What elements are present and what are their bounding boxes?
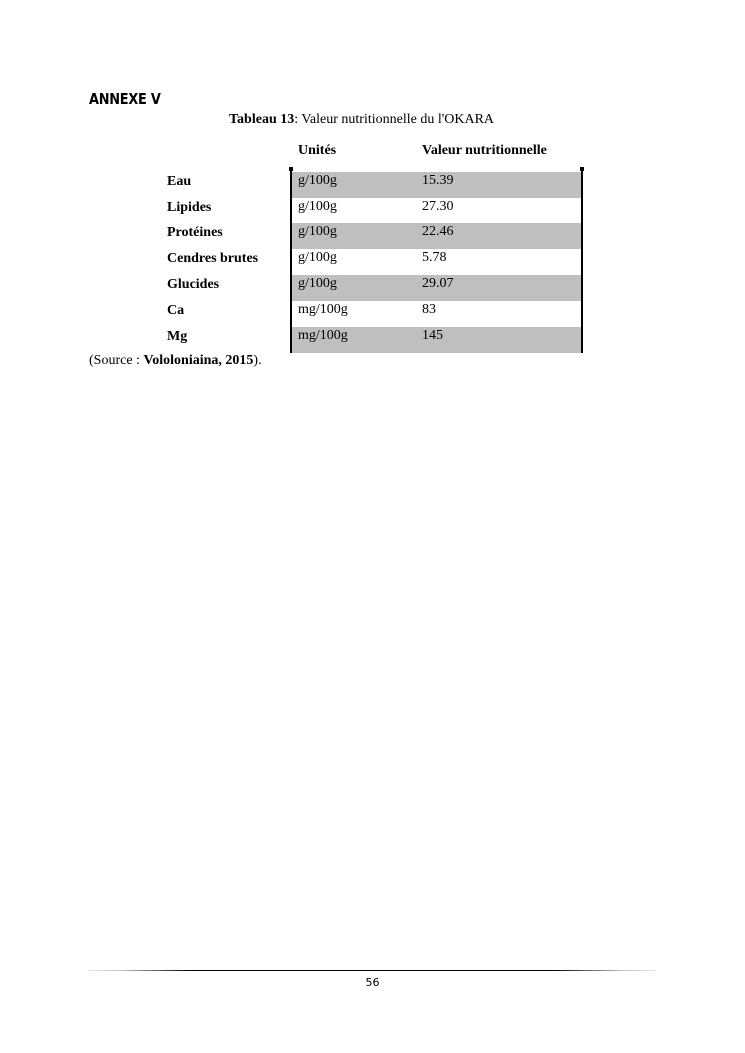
row-name: Lipides — [167, 200, 212, 215]
row-unit: g/100g — [298, 173, 337, 188]
table-caption — [229, 112, 494, 128]
footer-divider — [89, 970, 655, 971]
table-frame — [290, 170, 583, 353]
column-header-units: Unités — [298, 143, 337, 158]
column-header-value: Valeur nutritionnelle — [422, 143, 547, 158]
row-value: 15.39 — [422, 173, 454, 188]
row-unit: g/100g — [298, 250, 337, 265]
row-unit: mg/100g — [298, 302, 348, 317]
row-value: 29.07 — [422, 276, 454, 291]
caption-label: Tableau 13 — [229, 112, 295, 127]
source-prefix: (Source : — [89, 353, 144, 368]
source-suffix: ). — [253, 353, 262, 368]
row-value: 5.78 — [422, 250, 447, 265]
source-author: Vololoniaina, 2015 — [143, 353, 254, 368]
row-name: Cendres brutes — [167, 251, 259, 266]
row-value: 145 — [422, 328, 443, 343]
row-name: Eau — [167, 174, 192, 189]
source-citation — [89, 353, 262, 369]
row-value: 83 — [422, 302, 436, 317]
row-unit: g/100g — [298, 224, 337, 239]
row-name: Mg — [167, 329, 188, 344]
frame-corner-marker — [580, 167, 584, 171]
row-unit: mg/100g — [298, 328, 348, 343]
annex-title: ANNEXE V — [89, 90, 161, 108]
row-name: Ca — [167, 303, 185, 318]
page-number: 56 — [365, 976, 380, 989]
frame-corner-marker — [289, 167, 293, 171]
row-value: 22.46 — [422, 224, 454, 239]
row-unit: g/100g — [298, 276, 337, 291]
caption-text: : Valeur nutritionnelle du l'OKARA — [294, 112, 495, 127]
row-name: Protéines — [167, 225, 223, 240]
row-name: Glucides — [167, 277, 220, 292]
row-unit: g/100g — [298, 199, 337, 214]
row-value: 27.30 — [422, 199, 454, 214]
